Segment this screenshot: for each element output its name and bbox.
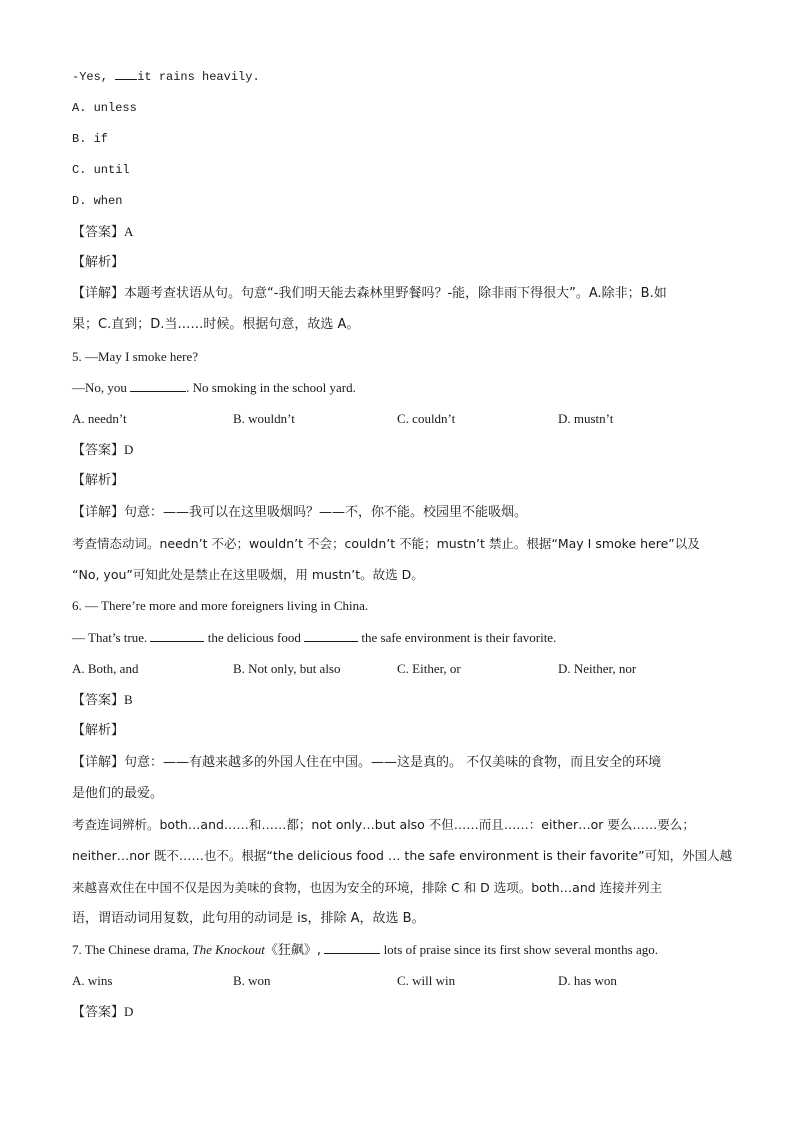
q7-option-b: B. won xyxy=(233,973,271,988)
q6-option-d: D. Neither, nor xyxy=(558,661,637,676)
q4-option-c: C. until xyxy=(72,163,130,177)
q4-line-post: it rains heavily. xyxy=(137,70,260,84)
answer-tag: 【答案】 xyxy=(72,225,125,240)
q6-detail-line6: 语，谓语动词用复数，此句用的动词是 is，排除 A，故选 B。 xyxy=(72,911,425,926)
q4-line-pre: -Yes, xyxy=(72,70,109,84)
q6-detail-line4: neither…nor 既不……也不。根据“the delicious food … the safe environment is their favorite”可知，外国人越 xyxy=(72,848,733,863)
q5-option-a: A. needn’t xyxy=(72,411,127,426)
q6-option-a: A. Both, and xyxy=(72,661,139,676)
q7-question-line1 xyxy=(72,941,658,960)
q5-option-d: D. mustn’t xyxy=(558,411,614,426)
q5-detail-line3: “No, you”可知此处是禁止在这里吸烟，用 mustn’t。故选 D。 xyxy=(72,567,424,582)
answer-value: B xyxy=(124,692,133,707)
q7-option-a: A. wins xyxy=(72,973,113,988)
q5-blank xyxy=(130,379,186,392)
detail-text: 本题考查状语从句。句意“-我们明天能去森林里野餐吗？-能，除非雨下得很大”。A.除非；B.如 xyxy=(124,286,667,301)
q5-option-b: B. wouldn’t xyxy=(233,411,295,426)
detail-text: 句意：——有越来越多的外国人住在中国。——这是真的。 不仅美味的食物，而且安全的环境 xyxy=(124,755,662,770)
q5-line2-pre: —No, you xyxy=(72,380,127,395)
answer-value: D xyxy=(124,1004,134,1019)
q5-answer xyxy=(72,441,133,460)
q4-answer-line xyxy=(72,67,260,86)
answer-value: D xyxy=(124,442,134,457)
detail-tag: 【详解】 xyxy=(72,755,125,770)
detail-text: 句意：——我可以在这里吸烟吗？——不，你不能。校园里不能吸烟。 xyxy=(124,505,528,520)
q6-question-line1: 6. — There’re more and more foreigners living in China. xyxy=(72,598,369,613)
detail-tag: 【详解】 xyxy=(72,286,125,301)
q6-answer xyxy=(72,691,133,710)
q6-line2-a: — That’s true. xyxy=(72,630,148,645)
q6-blank-1 xyxy=(150,629,204,642)
q5-analysis-tag: 【解析】 xyxy=(72,473,125,488)
q4-detail-line2: 果；C.直到；D.当……时候。根据句意，故选 A。 xyxy=(72,317,360,332)
q4-option-b: B. if xyxy=(72,132,109,146)
q7-option-d: D. has won xyxy=(558,973,617,988)
q7-option-c: C. will win xyxy=(397,973,456,988)
q4-answer xyxy=(72,223,133,242)
q5-option-c: C. couldn’t xyxy=(397,411,456,426)
q5-question-line2 xyxy=(72,379,356,397)
q5-question-line1: 5. —May I smoke here? xyxy=(72,349,198,364)
q6-detail-line5: 来越喜欢住在中国不仅是因为美味的食物，也因为安全的环境，排除 C 和 D 选项。both…and 连接并列主 xyxy=(72,880,663,895)
q4-option-d: D. when xyxy=(72,194,123,208)
q5-line2-post: . No smoking in the school yard. xyxy=(186,380,356,395)
q6-option-b: B. Not only, but also xyxy=(233,661,341,676)
q4-detail-line1 xyxy=(72,285,667,303)
q6-option-c: C. Either, or xyxy=(397,661,461,676)
q6-line2-c: the safe environment is their favorite. xyxy=(361,630,557,645)
answer-tag: 【答案】 xyxy=(72,693,125,708)
q4-analysis-tag: 【解析】 xyxy=(72,255,125,270)
q7-answer xyxy=(72,1003,133,1022)
q6-analysis-tag: 【解析】 xyxy=(72,723,125,738)
q7-drama-title: The Knockout xyxy=(192,942,265,957)
q6-blank-2 xyxy=(304,629,358,642)
q4-option-a: A. unless xyxy=(72,101,137,115)
q7-drama-cn-title: 《狂飙》, xyxy=(264,943,322,958)
q5-detail-line1 xyxy=(72,504,527,522)
q6-line2-b: the delicious food xyxy=(207,630,301,645)
q7-line1-b: lots of praise since its first show several months ago. xyxy=(383,942,658,957)
q5-detail-line2: 考查情态动词。needn’t 不必；wouldn’t 不会；couldn’t 不能；mustn’t 禁止。根据“May I smoke here”以及 xyxy=(72,536,700,551)
detail-tag: 【详解】 xyxy=(72,505,125,520)
answer-tag: 【答案】 xyxy=(72,1005,125,1020)
q6-detail-line3: 考查连词辨析。both…and……和……都；not only…but also 不但……而且……：either…or 要么……要么； xyxy=(72,817,695,832)
answer-value: A xyxy=(124,224,134,239)
q6-detail-line1 xyxy=(72,754,661,772)
q6-detail-line2: 是他们的最爱。 xyxy=(72,786,164,801)
q6-question-line2 xyxy=(72,629,556,647)
q4-blank xyxy=(115,67,137,80)
q7-line1-a: 7. The Chinese drama, xyxy=(72,942,190,957)
q7-blank xyxy=(324,941,380,954)
answer-tag: 【答案】 xyxy=(72,443,125,458)
